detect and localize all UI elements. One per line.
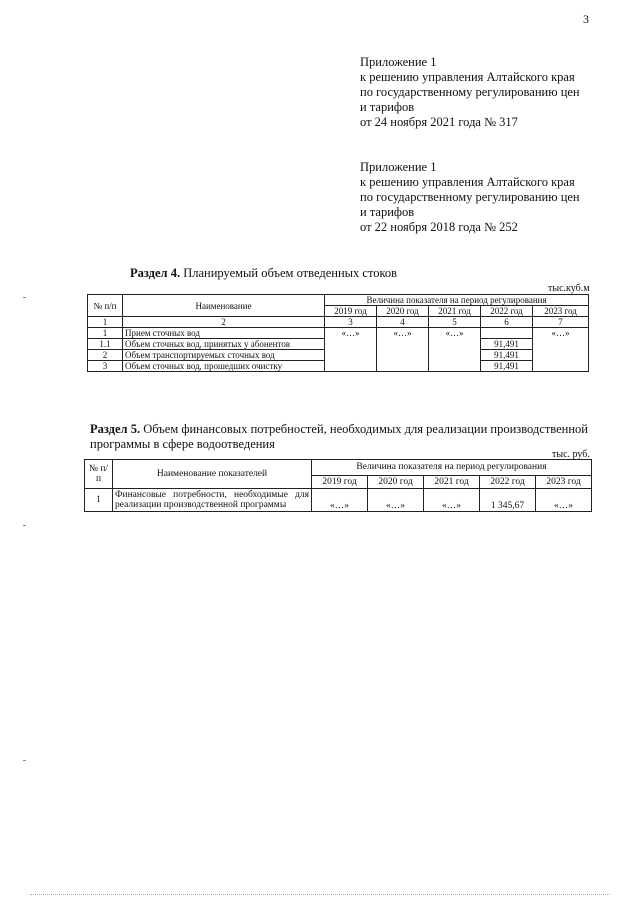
row-num: 1 <box>88 328 123 339</box>
row-name: Объем транспортируемых сточных вод <box>123 350 325 361</box>
index-cell: 3 <box>325 317 377 328</box>
header-name: Наименование <box>123 295 325 317</box>
scan-mark <box>23 760 26 761</box>
header-year: 2023 год <box>536 475 592 488</box>
index-row <box>88 317 589 328</box>
appendix-block-2 <box>360 160 620 235</box>
appendix-line: по государственному регулированию цен <box>360 85 580 99</box>
header-year: 2019 год <box>312 475 368 488</box>
bottom-scan-edge <box>30 894 610 895</box>
appendix-line: и тарифов <box>360 205 415 219</box>
value-2022: 91,491 <box>481 350 533 361</box>
header-num: № п/п <box>85 460 113 489</box>
appendix-line: от 22 ноября 2018 года № 252 <box>360 220 518 234</box>
header-num: № п/п <box>88 295 123 317</box>
row-name: Прием сточных вод <box>123 328 325 339</box>
financial-needs-table <box>84 459 592 512</box>
row-num: 3 <box>88 361 123 372</box>
index-cell: 7 <box>533 317 589 328</box>
scan-mark <box>23 297 26 298</box>
row-name: Объем сточных вод, принятых у абонентов <box>123 339 325 350</box>
appendix-block-1 <box>360 55 620 130</box>
scan-mark <box>23 525 26 526</box>
row-name: Объем сточных вод, прошедших очистку <box>123 361 325 372</box>
value-2022: 91,491 <box>481 339 533 350</box>
value-2023: «…» <box>536 489 592 512</box>
appendix-line: и тарифов <box>360 100 415 114</box>
appendix-line: от 24 ноября 2021 года № 317 <box>360 115 518 129</box>
header-year: 2023 год <box>533 306 589 317</box>
appendix-line: к решению управления Алтайского края <box>360 175 575 189</box>
section-5-unit: тыс. руб. <box>552 449 590 460</box>
index-cell: 5 <box>429 317 481 328</box>
appendix-line: Приложение 1 <box>360 160 437 174</box>
value-2022: 1 345,67 <box>480 489 536 512</box>
value-2021: «…» <box>424 489 480 512</box>
header-name: Наименование показателей <box>113 460 312 489</box>
table-row <box>85 489 592 512</box>
value-2019: «…» <box>325 328 377 372</box>
index-cell: 4 <box>377 317 429 328</box>
header-year: 2020 год <box>377 306 429 317</box>
header-year: 2021 год <box>424 475 480 488</box>
section-5-title <box>90 422 588 452</box>
section-4-heading: Планируемый объем отведенных стоков <box>180 266 398 280</box>
row-name: Финансовые потребности, необходимые для реализации производственной программы <box>113 489 312 512</box>
header-year: 2021 год <box>429 306 481 317</box>
header-year: 2022 год <box>481 306 533 317</box>
row-num: 1 <box>85 489 113 512</box>
header-year: 2020 год <box>368 475 424 488</box>
value-2019: «…» <box>312 489 368 512</box>
row-num: 1.1 <box>88 339 123 350</box>
index-cell: 6 <box>481 317 533 328</box>
row-num: 2 <box>88 350 123 361</box>
value-2022 <box>481 328 533 339</box>
page-number: 3 <box>583 12 589 26</box>
appendix-line: к решению управления Алтайского края <box>360 70 575 84</box>
value-2023: «…» <box>533 328 589 372</box>
header-period: Величина показателя на период регулирования <box>312 460 592 476</box>
section-5-heading: Объем финансовых потребностей, необходимых для реализации производственной программы в сфере водоотведения <box>90 422 588 451</box>
index-cell: 1 <box>88 317 123 328</box>
header-year: 2022 год <box>480 475 536 488</box>
index-cell: 2 <box>123 317 325 328</box>
header-year: 2019 год <box>325 306 377 317</box>
appendix-line: Приложение 1 <box>360 55 437 69</box>
section-5-label: Раздел 5. <box>90 422 141 436</box>
section-4-title <box>130 266 397 281</box>
value-2020: «…» <box>368 489 424 512</box>
section-4-unit: тыс.куб.м <box>548 283 590 294</box>
value-2020: «…» <box>377 328 429 372</box>
planned-wastewater-table <box>87 294 589 372</box>
appendix-line: по государственному регулированию цен <box>360 190 580 204</box>
value-2021: «…» <box>429 328 481 372</box>
header-period: Величина показателя на период регулирования <box>325 295 589 306</box>
section-4-label: Раздел 4. <box>130 266 181 280</box>
value-2022: 91,491 <box>481 361 533 372</box>
table-row <box>88 328 589 339</box>
